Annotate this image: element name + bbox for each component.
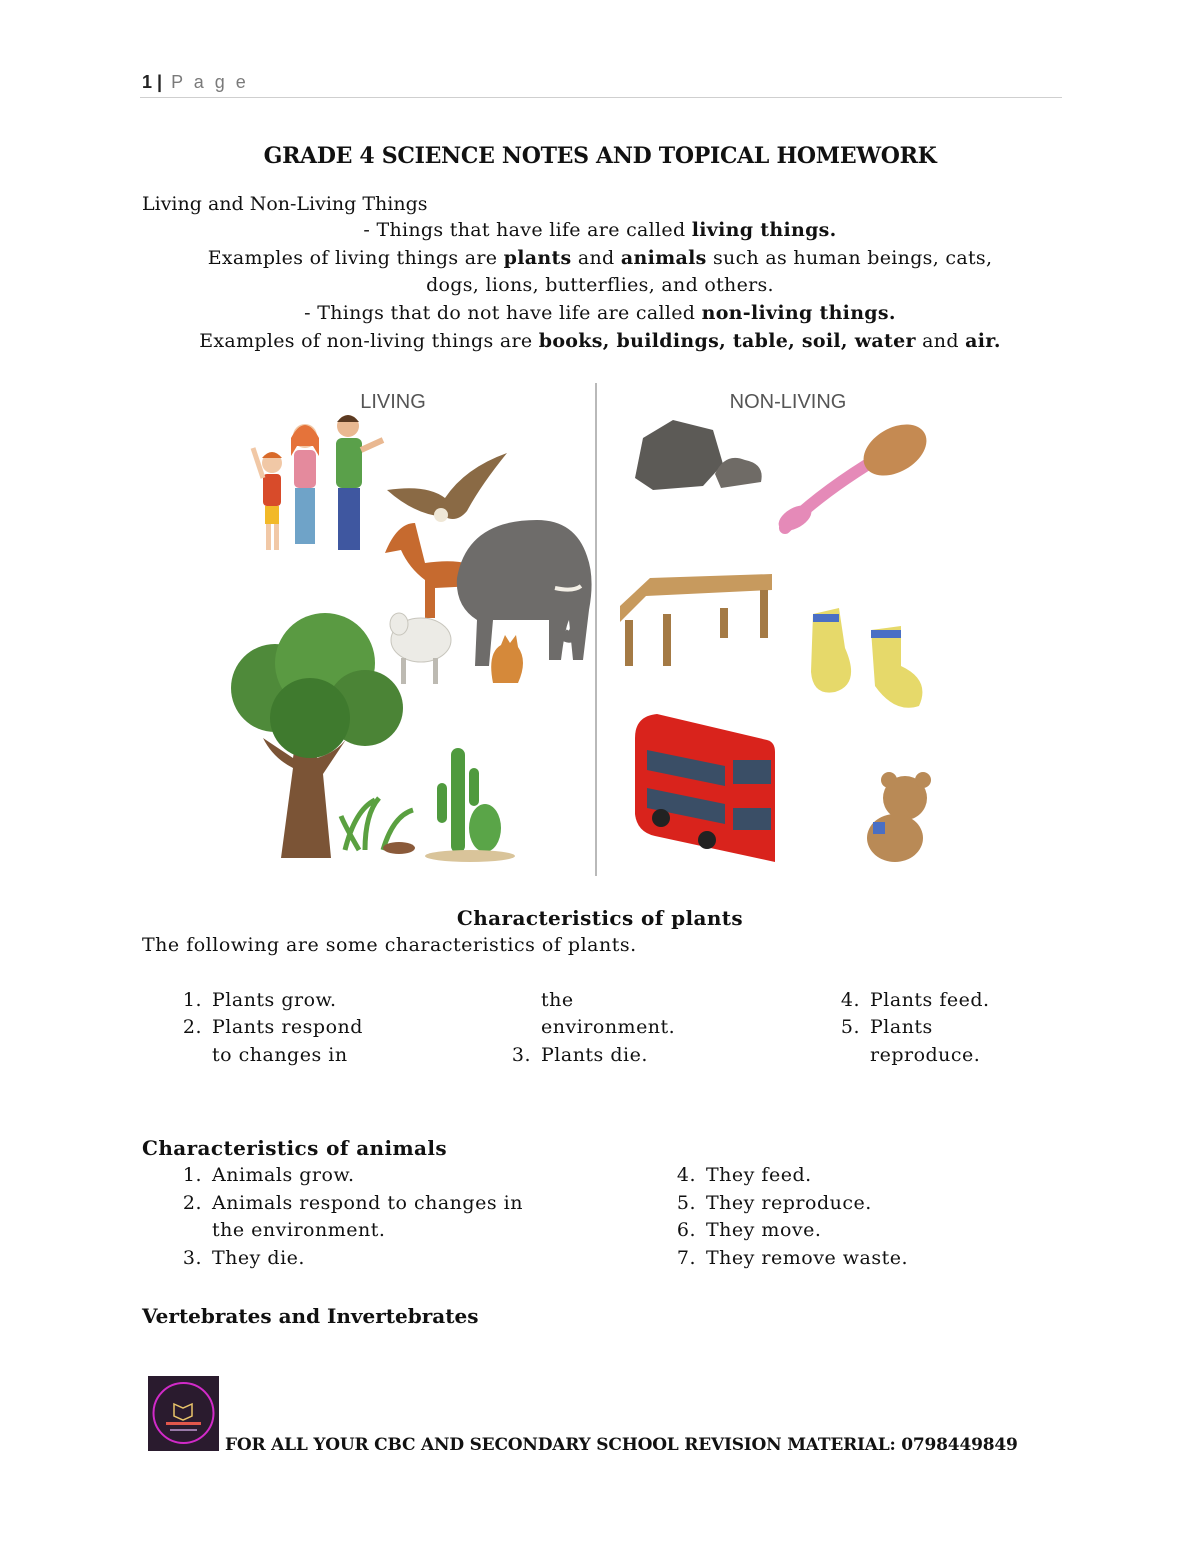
text-run: and bbox=[915, 330, 966, 352]
item-number: 4. bbox=[676, 1164, 696, 1186]
list-item bbox=[664, 1164, 812, 1186]
rocks-image bbox=[635, 420, 762, 490]
item-text-continued: to changes in bbox=[212, 1044, 348, 1066]
item-text: Animals grow. bbox=[212, 1164, 355, 1186]
item-number: 5. bbox=[840, 1016, 860, 1038]
table-image bbox=[620, 574, 772, 666]
nonliving-examples bbox=[0, 330, 1200, 352]
term-examples: books, buildings, table, soil, water bbox=[538, 330, 916, 352]
teddy-bear-image bbox=[867, 772, 931, 862]
eagle-image bbox=[387, 453, 507, 522]
text-run: and bbox=[571, 247, 621, 269]
item-text: Plants grow. bbox=[212, 989, 337, 1011]
text-run: Examples of living things are bbox=[207, 247, 504, 269]
term-living-things: living things. bbox=[691, 219, 837, 241]
list-item bbox=[664, 1192, 872, 1214]
item-number: 1. bbox=[182, 989, 202, 1011]
item-number: 7. bbox=[676, 1247, 696, 1269]
text-run: Examples of non-living things are bbox=[199, 330, 539, 352]
list-item bbox=[499, 1044, 648, 1066]
term-plants: plants bbox=[503, 247, 572, 269]
bus-image bbox=[635, 714, 775, 862]
family-image bbox=[253, 415, 383, 550]
list-item bbox=[828, 989, 990, 1011]
plants-intro: The following are some characteristics of plants. bbox=[142, 934, 637, 956]
footer-contact: FOR ALL YOUR CBC AND SECONDARY SCHOOL REVISION MATERIAL: 0798449849 bbox=[225, 1435, 1018, 1455]
vertebrates-heading: Vertebrates and Invertebrates bbox=[142, 1304, 479, 1328]
living-definition bbox=[0, 219, 1200, 241]
list-item bbox=[664, 1219, 821, 1241]
page-title: GRADE 4 SCIENCE NOTES AND TOPICAL HOMEWORK bbox=[263, 143, 937, 169]
publisher-logo bbox=[148, 1376, 219, 1451]
living-label: LIVING bbox=[360, 391, 426, 413]
item-text: They remove waste. bbox=[706, 1247, 908, 1269]
item-text: Plants respond bbox=[212, 1016, 363, 1038]
shrub-image bbox=[341, 798, 415, 854]
list-item bbox=[170, 1016, 363, 1038]
living-nonliving-illustration bbox=[215, 378, 985, 878]
text-run: - Things that do not have life are called bbox=[304, 302, 702, 324]
list-item bbox=[664, 1247, 908, 1269]
cat-image bbox=[491, 635, 523, 683]
nonliving-definition bbox=[0, 302, 1200, 324]
item-number: 6. bbox=[676, 1219, 696, 1241]
item-number: 5. bbox=[676, 1192, 696, 1214]
list-item bbox=[170, 1247, 305, 1269]
item-text: They move. bbox=[706, 1219, 822, 1241]
item-text: They feed. bbox=[706, 1164, 812, 1186]
item-text: They reproduce. bbox=[706, 1192, 872, 1214]
list-item bbox=[170, 989, 337, 1011]
living-examples-line1 bbox=[0, 247, 1200, 269]
term-animals: animals bbox=[620, 247, 707, 269]
elephant-image bbox=[457, 520, 592, 666]
text-run: - Things that have life are called bbox=[363, 219, 692, 241]
term-air: air. bbox=[965, 330, 1001, 352]
item-number: 3. bbox=[182, 1247, 202, 1269]
tree-image bbox=[231, 613, 403, 858]
plants-heading: Characteristics of plants bbox=[456, 906, 744, 930]
animals-heading: Characteristics of animals bbox=[142, 1136, 448, 1160]
cactus-image bbox=[425, 748, 515, 862]
item-text: Plants bbox=[870, 1016, 933, 1038]
list-item bbox=[828, 1016, 933, 1038]
item-number: 4. bbox=[840, 989, 860, 1011]
item-number: 3. bbox=[511, 1044, 531, 1066]
hairbrush-image bbox=[774, 414, 935, 536]
socks-image bbox=[811, 608, 922, 708]
sheep-image bbox=[390, 613, 451, 684]
item-text: Plants feed. bbox=[870, 989, 990, 1011]
item-text-continued: the environment. bbox=[212, 1219, 386, 1241]
living-examples-line2: dogs, lions, butterflies, and others. bbox=[426, 274, 774, 296]
page-number: 1 bbox=[142, 72, 153, 92]
item-text-continued: reproduce. bbox=[870, 1044, 981, 1066]
page-label: P a g e bbox=[171, 72, 249, 92]
page-separator: | bbox=[157, 72, 163, 92]
item-text-continued: the bbox=[541, 989, 574, 1011]
item-text: Animals respond to changes in bbox=[212, 1192, 523, 1214]
list-item bbox=[170, 1192, 523, 1214]
item-number: 2. bbox=[182, 1192, 202, 1214]
item-text: Plants die. bbox=[541, 1044, 648, 1066]
nonliving-label: NON-LIVING bbox=[729, 391, 847, 413]
text-run: such as human beings, cats, bbox=[706, 247, 993, 269]
term-non-living-things: non-living things. bbox=[701, 302, 896, 324]
item-number: 1. bbox=[182, 1164, 202, 1186]
list-item bbox=[170, 1164, 354, 1186]
item-text: They die. bbox=[212, 1247, 305, 1269]
item-number: 2. bbox=[182, 1016, 202, 1038]
page-header bbox=[142, 72, 249, 93]
item-text-continued: environment. bbox=[541, 1016, 676, 1038]
header-divider bbox=[140, 97, 1062, 98]
section-heading-living: Living and Non-Living Things bbox=[142, 193, 428, 215]
